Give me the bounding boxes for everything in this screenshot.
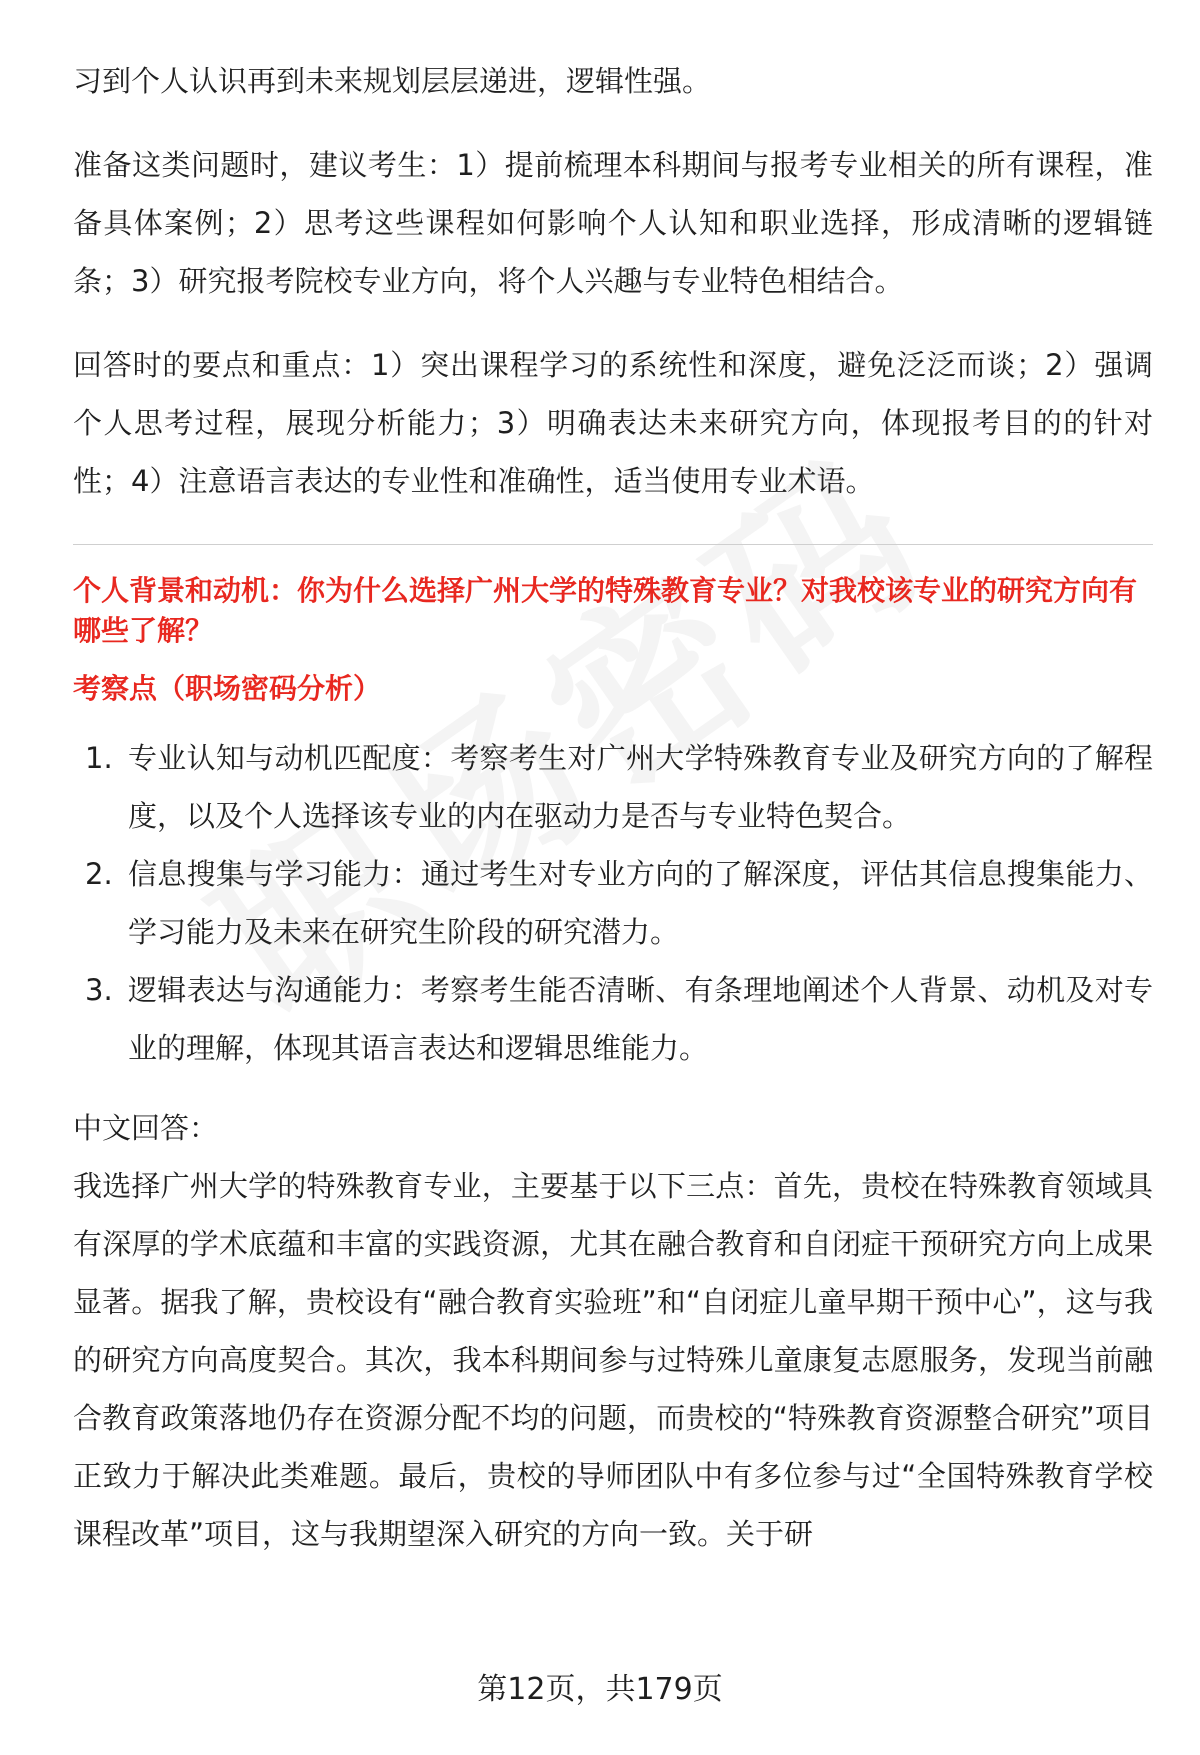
prep-advice-paragraph: 准备这类问题时，建议考生：1）提前梳理本科期间与报考专业相关的所有课程，准备具体案例；2）思考这些课程如何影响个人认知和职业选择，形成清晰的逻辑链条；3）研究报考院校专业方向，将个人兴趣与专业特色相结合。 (73, 148, 1153, 298)
page-content (73, 52, 1153, 1563)
answer-paragraph: 我选择广州大学的特殊教育专业，主要基于以下三点：首先，贵校在特殊教育领域具有深厚的学术底蕴和丰富的实践资源，尤其在融合教育和自闭症干预研究方向上成果显著。据我了解，贵校设有“融合教育实验班”和“自闭症儿童早期干预中心”，这与我的研究方向高度契合。其次，我本科期间参与过特殊儿童康复志愿服务，发现当前融合教育政策落地仍存在资源分配不均的问题，而贵校的“特殊教育资源整合研究”项目正致力于解决此类难题。最后，贵校的导师团队中有多位参与过“全国特殊教育学校课程改革”项目，这与我期望深入研究的方向一致。关于研 (73, 1169, 1153, 1551)
list-item-number: 3. (85, 973, 113, 1007)
question-title: 个人背景和动机：你为什么选择广州大学的特殊教育专业？对我校该专业的研究方向有哪些了解？ (73, 574, 1138, 647)
list-item (73, 729, 1153, 845)
answer-points-paragraph: 回答时的要点和重点：1）突出课程学习的系统性和深度，避免泛泛而谈；2）强调个人思考过程，展现分析能力；3）明确表达未来研究方向，体现报考目的的针对性；4）注意语言表达的专业性和准确性，适当使用专业术语。 (73, 348, 1153, 498)
list-item-text: 逻辑表达与沟通能力：考察考生能否清晰、有条理地阐述个人背景、动机及对专业的理解，体现其语言表达和逻辑思维能力。 (128, 973, 1153, 1065)
answer-label: 中文回答： (73, 1111, 219, 1145)
list-item-number: 1. (85, 741, 113, 775)
section-divider (73, 544, 1153, 545)
assessment-points-list (73, 729, 1153, 1077)
list-item (73, 961, 1153, 1077)
list-item-text: 专业认知与动机匹配度：考察考生对广州大学特殊教育专业及研究方向的了解程度，以及个人选择该专业的内在驱动力是否与专业特色契合。 (128, 741, 1153, 833)
page-number-footer: 第12页，共179页 (477, 1672, 723, 1707)
list-item-text: 信息搜集与学习能力：通过考生对专业方向的了解深度，评估其信息搜集能力、学习能力及未来在研究生阶段的研究潜力。 (128, 857, 1153, 949)
question-subtitle: 考察点（职场密码分析） (73, 672, 382, 705)
list-item (73, 845, 1153, 961)
intro-tail-paragraph: 习到个人认识再到未来规划层层递进，逻辑性强。 (73, 64, 712, 98)
list-item-number: 2. (85, 857, 113, 891)
